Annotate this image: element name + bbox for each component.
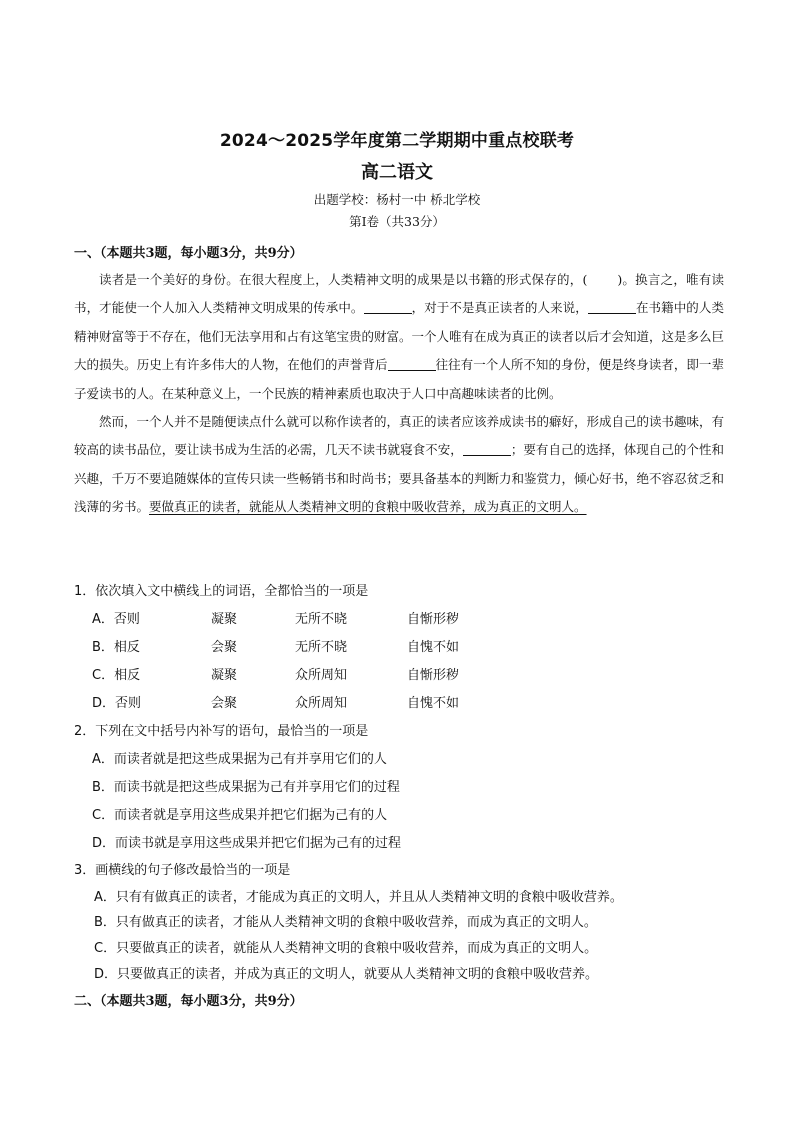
q3-option-a: A．只有有做真正的读者，才能成为真正的文明人，并且从人类精神文明的食粮中吸收营养。 — [94, 890, 623, 905]
q1-option-c-col2: 凝聚 — [211, 668, 238, 683]
fill-blank-3 — [388, 356, 436, 371]
q1-option-a-col2: 凝聚 — [211, 612, 238, 627]
fill-blank-4 — [463, 441, 511, 456]
passage-paragraph-2: 然而，一个人并不是随便读点什么就可以称作读者的，真正的读者应该养成读书的癖好，形成自己的读书趣味，有较高的读书品位，要让读书成为生活的必需，几天不读书就寝食不安， ；要有自己的选择，体现自己的个性和兴趣，千万不要追随媒体的宣传只读一些畅销书和时尚书；要具备基本的判断力和鉴赏力，倾心好书，绝不容忍贫乏和浅薄的劣书。要做真正的读者，就能从人类精神文明的食粮中吸收营养，成为真正的文明人。 — [74, 414, 725, 515]
question-2-stem: 2．下列在文中括号内补写的语句，最恰当的一项是 — [74, 724, 369, 739]
passage-paragraph-1: 读者是一个美好的身份。在很大程度上，人类精神文明的成果是以书籍的形式保存的，( )。换言之，唯有读书，才能使一个人加入人类精神文明成果的传承中。 ，对于不是真正读者的人来说， 在书籍中的人类精神财富等于不存在，他们无法享用和占有这笔宝贵的财富。一个人唯有在成为真正的读者以后才会知道，这是多么巨大的损失。历史上有许多伟大的人物，在他们的声誉背后 往往有一个人所不知的身份，便是终身读者，即一辈子爱读书的人。在某种意义上，一个民族的精神素质也取决于人口中高趣味读者的比例。 — [74, 272, 725, 401]
section-2-heading: 二、（本题共3题，每小题3分，共9分） — [74, 994, 303, 1009]
q1-option-b-col1: B．相反 — [92, 640, 140, 655]
q1-option-d-col1: D．否则 — [92, 696, 142, 711]
q3-option-d: D．只要做真正的读者，并成为真正的文明人，就要从人类精神文明的食粮中吸收营养。 — [94, 967, 599, 982]
underlined-sentence: 要做真正的读者，就能从人类精神文明的食粮中吸收营养，成为真正的文明人。 — [149, 499, 587, 515]
fill-blank-1 — [364, 299, 412, 314]
q1-option-a-col4: 自惭形秽 — [407, 612, 460, 627]
q1-option-a-col1: A．否则 — [92, 612, 140, 627]
q1-option-c-col4: 自惭形秽 — [407, 668, 460, 683]
fill-blank-2 — [588, 299, 636, 314]
q3-option-b: B．只有做真正的读者，才能从人类精神文明的食粮中吸收营养，而成为真正的文明人。 — [94, 915, 597, 930]
q1-option-a-col3: 无所不晓 — [295, 612, 348, 627]
section-1-heading: 一、（本题共3题，每小题3分，共9分） — [74, 246, 303, 261]
q1-option-d-col2: 会聚 — [211, 696, 238, 711]
q1-option-c-col3: 众所周知 — [295, 668, 348, 683]
q1-option-b-col2: 会聚 — [211, 640, 238, 655]
q1-option-b-col3: 无所不晓 — [295, 640, 348, 655]
exam-title: 2024～2025学年度第二学期期中重点校联考 — [219, 131, 575, 151]
q1-option-d-col3: 众所周知 — [295, 696, 348, 711]
q3-option-c: C．只要做真正的读者，就能从人类精神文明的食粮中吸收营养，而成为真正的文明人。 — [94, 941, 598, 956]
q2-option-b: B．而读书就是把这些成果据为己有并享用它们的过程 — [92, 780, 400, 795]
q1-option-b-col4: 自愧不如 — [407, 640, 460, 655]
q2-option-d: D．而读书就是享用这些成果并把它们据为己有的过程 — [92, 836, 402, 851]
q2-option-a: A．而读者就是把这些成果据为己有并享用它们的人 — [92, 752, 387, 767]
q2-option-c: C．而读者就是享用这些成果并把它们据为己有的人 — [92, 808, 388, 823]
question-3-stem: 3．画横线的句子修改最恰当的一项是 — [74, 863, 291, 878]
q1-option-d-col4: 自愧不如 — [407, 696, 460, 711]
exam-schools: 出题学校：杨村一中 桥北学校 — [313, 192, 481, 207]
exam-subject: 高二语文 — [361, 162, 433, 183]
q1-option-c-col1: C．相反 — [92, 668, 141, 683]
exam-volume: 第Ⅰ卷（共33分） — [349, 214, 445, 229]
question-1-stem: 1．依次填入文中横线上的词语，全都恰当的一项是 — [74, 584, 369, 599]
reading-passage — [74, 266, 724, 522]
